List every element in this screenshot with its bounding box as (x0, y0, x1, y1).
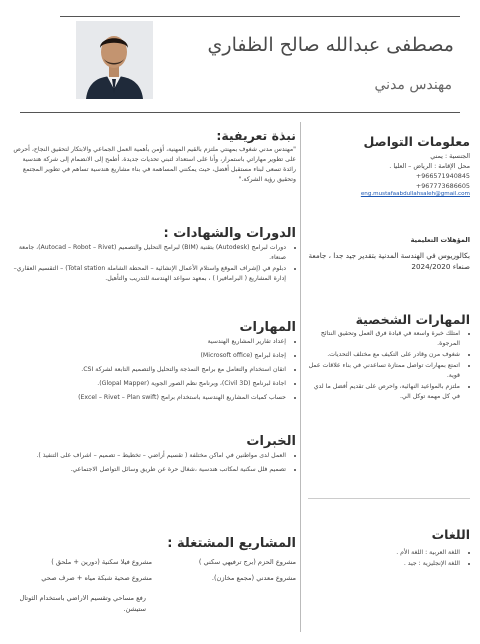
projects-heading: المشاريع المشتغلة : (167, 536, 296, 551)
phone-number[interactable]: +966571940845 (415, 172, 470, 180)
list-item: • العمل لدى مواطنين في اماكن مختلفة ( تقسيم أراضي – تخطيط – تصميم – اشراف على التنفيذ ). (12, 451, 286, 461)
project-extra: رفع مساحي وتقسيم الاراضي باستخدام الثوتال ستيشن. (19, 594, 146, 613)
personal-skills-section (308, 312, 470, 403)
email-link[interactable]: eng.mustafaabdullahsaleh@gmail.com (360, 191, 470, 197)
column-divider (300, 122, 301, 632)
list-item: • تصميم فلل سكنية لمكاتب هندسية ،شغال حرة عن طريق وسائل التواصل الاجتماعي. (12, 465, 286, 475)
list-item: • ملتزم بالمواعيد النهائية، واحرص على تقديم أفضل ما لدي في كل مهمة توكل الي. (308, 382, 460, 402)
projects-left-column (12, 557, 152, 583)
nationality-text: الجنسية : يمني (430, 152, 470, 160)
list-item: • إعداد تقارير المشاريع الهندسية (12, 337, 286, 347)
header-rule (20, 112, 460, 113)
list-item: • إجادة لبرامج (Microsoft office) (12, 351, 286, 361)
list-item: • اللغة العربية : اللغة الأم . (308, 548, 460, 558)
project-item: مشروع صحية شبكة مياه + صرف صحي (41, 574, 152, 582)
residence-text: محل الإقامة : الرياض – العليا . (389, 162, 470, 170)
skills-heading: المهارات (239, 320, 296, 335)
list-item: • شغوف مرن وقادر على التكيف مع مختلف التحديات. (308, 350, 460, 360)
list-item: • اللغة الإنجليزية : جيد . (308, 559, 460, 569)
list-item: • حساب كميات المشاريع الهندسية باستخدام برامج (Excel – Rivet – Plan swift) (12, 393, 286, 403)
courses-heading: الدورات والشهادات : (163, 226, 296, 241)
profile-section (12, 128, 296, 185)
languages-heading: اللغات (431, 527, 470, 542)
projects-right-column (156, 557, 296, 583)
list-item: • امتلك خبرة واسعة في قيادة فرق العمل وتحقيق النتائج المرجوة. (308, 329, 460, 349)
profile-heading: نبذة تعريفية: (216, 128, 296, 143)
profile-text: "مهندس مدني شغوف بمهنتي ملتزم بالقيم المهنية، أؤمن بأهمية العمل الجماعي والابتكار لتحقيق النجاح، أحرص على تطوير مهاراتي باستمرار، وأنا على استعداد لتبني تحديات جديدة. أطمح إلى الانضمام إلى شركة هندسية رائدة تسعى لبناء مستقبل أفضل، حيث يمكنني المساهمة في بناء مشاريع هندسية تساهم في تطوير المجتمع وتحقيق رؤية الشركة." (13, 146, 296, 183)
education-section (308, 236, 470, 272)
projects-columns (12, 557, 296, 583)
personal-skills-list (308, 329, 470, 402)
personal-skills-heading: المهارات الشخصية (355, 312, 470, 327)
project-item: مشروع فيلا سكنية (دورين + ملحق ) (51, 558, 152, 566)
profile-photo (76, 21, 153, 99)
list-item: • دبلوم في (إشراف الموقع واستلام الأعمال الإنشائية – المحطة الشاملة Total station) – التقسيم العقاري–إدارة المشاريع ( البرامافيرا ) ، بمعهد سواعد الهندسة للتدريب والتأهيل. (12, 264, 286, 284)
top-rule (60, 16, 460, 17)
languages-list (308, 548, 470, 569)
skills-list (12, 337, 296, 403)
experience-list (12, 451, 296, 475)
contact-heading: معلومات التواصل (363, 134, 470, 149)
phone-number[interactable]: +967773686605 (415, 182, 470, 190)
experience-section (12, 434, 296, 476)
job-title: مهندس مدني (374, 77, 452, 93)
experience-heading: الخبرات (246, 434, 296, 449)
courses-list (12, 243, 296, 284)
education-heading: المؤهلات التعليمية (410, 236, 470, 244)
projects-section (12, 536, 296, 615)
list-item: • دورات لبرامج (Autodesk) بتقنية (BIM) لبرامج التحليل والتصميم (Autocad – Robot – Rivet)، جامعة صنعاء. (12, 243, 286, 263)
list-item: • اتقان استخدام والتعامل مع برامج النمذجة والتحليل والتصميم التابعة لشركة CSI. (12, 365, 286, 375)
education-text: بكالوريوس في الهندسة المدنية بتقدير جيد جدا ، جامعة صنعاء 2024/2020 (308, 251, 470, 271)
person-portrait-icon (76, 21, 153, 99)
contact-section (308, 134, 470, 197)
languages-section (308, 498, 470, 570)
person-name: مصطفى عبدالله صالح الظفاري (207, 34, 454, 56)
project-item: مشروع الحزم (برج ترفيهي سكني ) (198, 558, 296, 566)
list-item: • اتمتع بمهارات تواصل ممتازة تساعدني في بناء علاقات عمل قوية. (308, 361, 460, 381)
skills-section (12, 320, 296, 404)
project-item: مشروع معدني (مجمع مخازن). (211, 574, 296, 582)
list-item: • اجادة لبرنامج (Civil 3D)، وبرنامج نظم الصور الجوية (Glopal Mapper). (12, 379, 286, 389)
courses-section (12, 226, 296, 285)
